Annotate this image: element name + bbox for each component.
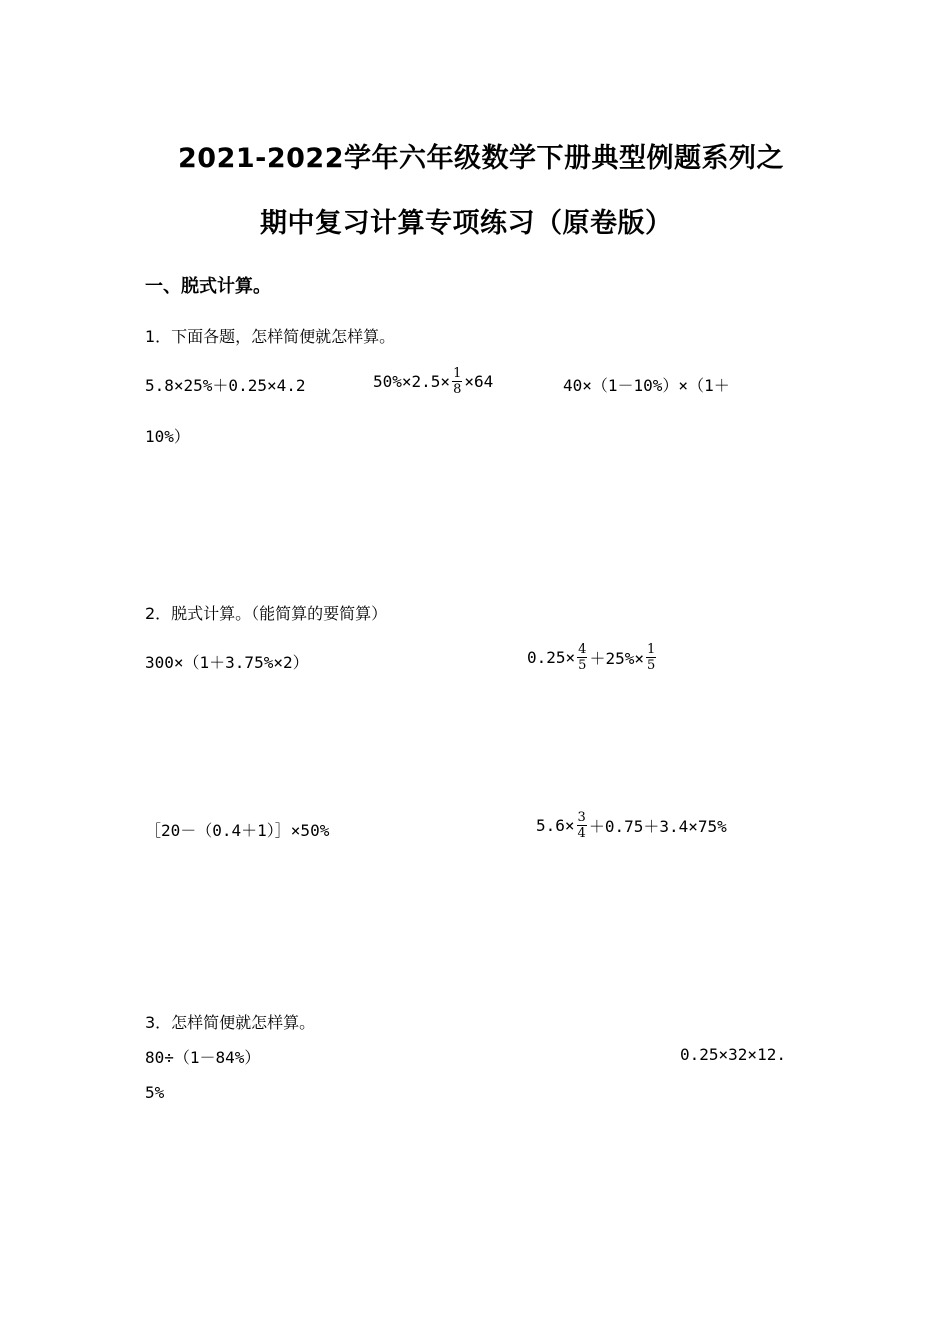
q3-expression-2: 0.25×32×12.: [680, 1045, 786, 1064]
document-title-line2: 期中复习计算专项练习（原卷版）: [260, 208, 673, 239]
q2-fraction-3-denominator: 4: [577, 825, 586, 841]
q3-expression-2-continued: 5%: [145, 1083, 165, 1102]
q2-fraction-2: [646, 643, 656, 672]
q1-expression-3-continued: 10%）: [145, 427, 190, 446]
q2-expression-1: 300×（1＋3.75%×2）: [145, 653, 309, 672]
q2-fraction-1-denominator: 5: [578, 657, 587, 673]
q1-fraction: [452, 367, 462, 396]
question-1-prompt: 1．下面各题，怎样简便就怎样算。: [145, 327, 396, 346]
q1-expression-2-right: ×64: [464, 371, 494, 391]
q2-fraction-3: [577, 811, 587, 840]
q1-fraction-numerator: 1: [453, 365, 462, 381]
q1-expression-1: 5.8×25%＋0.25×4.2: [145, 376, 306, 395]
q3-expression-1: 80÷（1－84%）: [145, 1048, 261, 1067]
q2-expression-4-part-b: ＋0.75＋3.4×75%: [588, 816, 727, 836]
q2-fraction-2-denominator: 5: [647, 657, 656, 673]
q2-expression-2-part-b: ＋25%×: [589, 648, 644, 668]
q2-expression-2: [527, 634, 658, 680]
question-2-prompt: 2．脱式计算。（能简算的要简算）: [145, 604, 388, 623]
q1-expression-3: 40×（1－10%）×（1＋: [563, 376, 730, 395]
document-title-line1: 2021-2022学年六年级数学下册典型例题系列之: [178, 143, 784, 174]
q2-expression-3: ［20－（0.4＋1）］×50%: [145, 821, 330, 840]
q2-expression-4: [536, 802, 727, 848]
q1-fraction-denominator: 8: [453, 381, 462, 397]
q2-fraction-1: [577, 643, 587, 672]
q1-expression-2-left: 50%×2.5×: [373, 371, 451, 391]
question-3-prompt: 3．怎样简便就怎样算。: [145, 1013, 316, 1032]
q1-expression-2: [373, 358, 493, 404]
q2-fraction-1-numerator: 4: [578, 641, 587, 657]
q2-expression-4-part-a: 5.6×: [536, 815, 575, 835]
q2-fraction-3-numerator: 3: [577, 809, 586, 825]
section-heading: 一、脱式计算。: [145, 276, 271, 297]
q2-expression-2-part-a: 0.25×: [527, 647, 576, 667]
q2-fraction-2-numerator: 1: [647, 641, 656, 657]
